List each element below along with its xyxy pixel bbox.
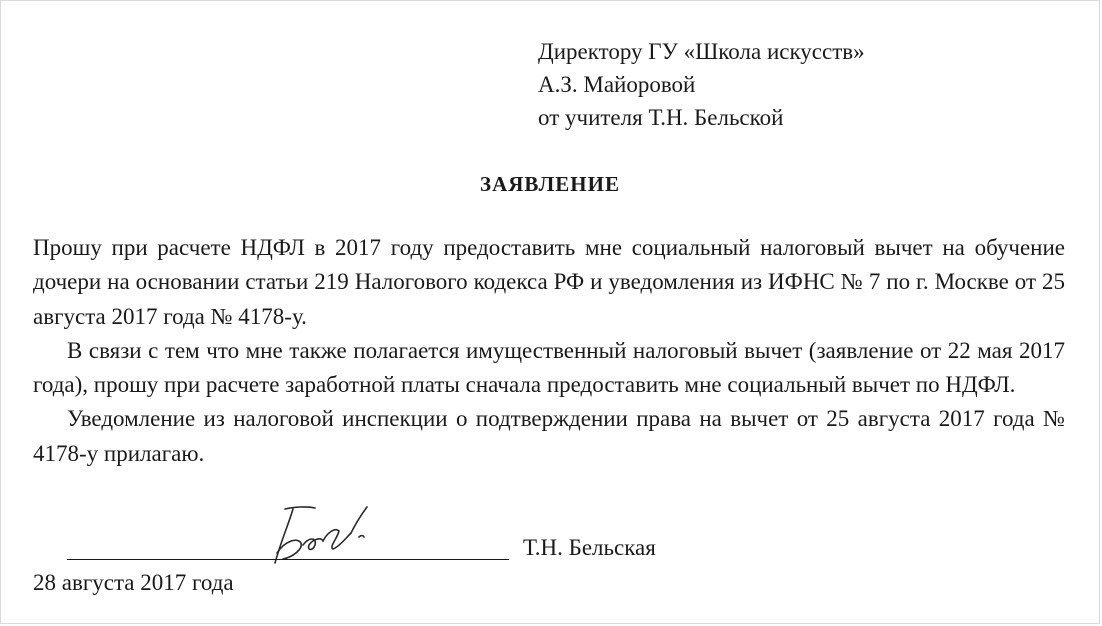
addressee-block [538,35,865,134]
addressee-line-director: Директору ГУ «Школа искусств» [538,39,865,64]
paragraph-property-deduction: В связи с тем что мне также полагается имущественный налоговый вычет (заявление от 22 мая 2017 года), прошу при расчете заработной платы сначала предоставить мне социальный вычет по НДФЛ. [33,337,1065,398]
document-date: 28 августа 2017 года [33,570,234,595]
document-title: ЗАЯВЛЕНИЕ [480,172,620,196]
signer-name: Т.Н. Бельская [523,535,656,560]
addressee-line-from: от учителя Т.Н. Бельской [538,105,784,130]
document-body [33,231,1065,471]
paragraph-attachment: Уведомление из налоговой инспекции о подтверждении права на вычет от 25 августа 2017 года № 4178-у прилагаю. [33,406,1065,466]
paragraph-request: Прошу при расчете НДФЛ в 2017 году предоставить мне социальный налоговый вычет на обучение дочери на основании статьи 219 Налогового кодекса РФ и уведомления из ИФНС № 7 по г. Москве от 25 августа 2017 года № 4178-у. [33,235,1065,329]
signature-line [67,559,509,560]
handwritten-signature [263,497,383,577]
addressee-line-name: А.З. Майоровой [538,72,696,97]
